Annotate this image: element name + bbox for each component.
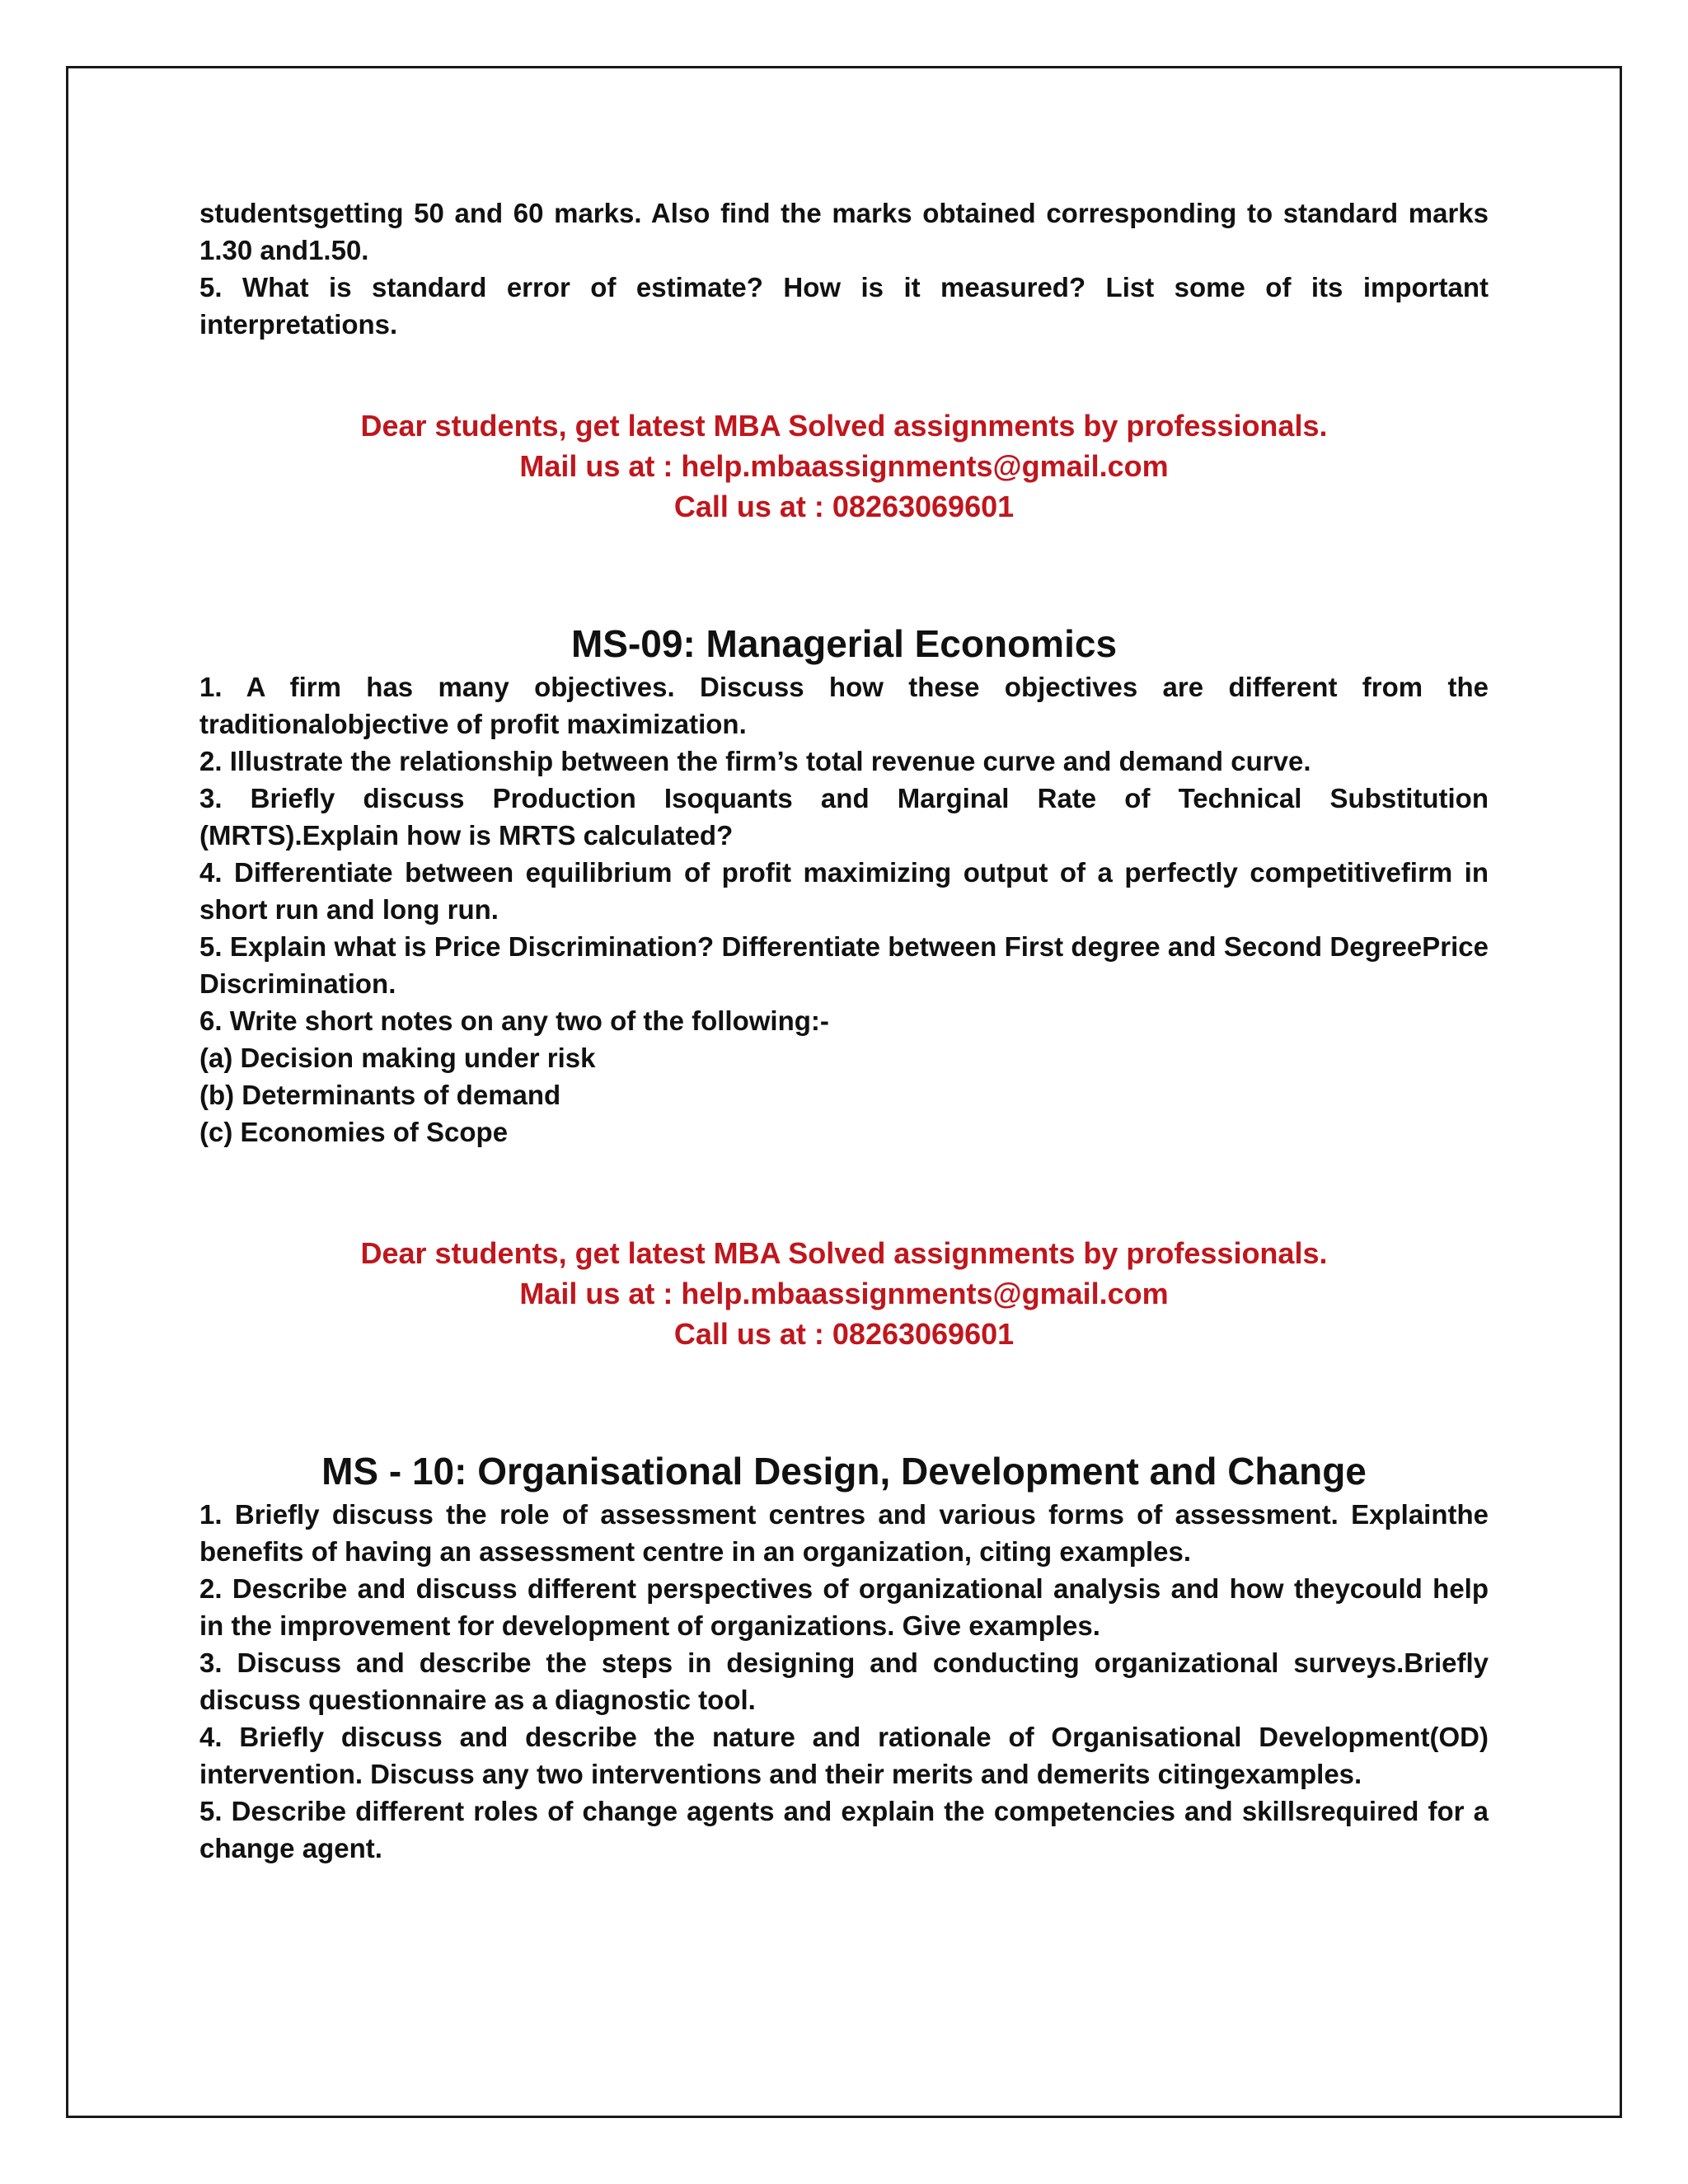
document-content <box>199 194 1489 1867</box>
list-item: (b) Determinants of demand <box>199 1080 561 1110</box>
question-continuation: studentsgetting 50 and 60 marks. Also find the marks obtained corresponding to standard marks 1.30 and1.50. <box>199 198 1489 265</box>
list-item: (c) Economies of Scope <box>199 1117 509 1147</box>
list-item: 1. A firm has many objectives. Discuss how these objectives are different from the traditionalobjective of profit maximization. <box>199 672 1489 739</box>
promo-email: Mail us at : help.mbaassignments@gmail.com <box>519 449 1169 483</box>
list-item: 2. Illustrate the relationship between the firm’s total revenue curve and demand curve. <box>199 746 1311 776</box>
promo-headline: Dear students, get latest MBA Solved assignments by professionals. <box>360 1236 1328 1270</box>
list-item: 5. Describe different roles of change agents and explain the competencies and skillsrequired for a change agent. <box>199 1796 1489 1863</box>
list-item: 1. Briefly discuss the role of assessment centres and various forms of assessment. Explainthe benefits of having an assessment centre in an organization, citing examples. <box>199 1499 1489 1567</box>
section-title-ms10: MS - 10: Organisational Design, Development and Change <box>321 1450 1367 1493</box>
list-item: (a) Decision making under risk <box>199 1043 596 1073</box>
promo-block <box>199 405 1489 527</box>
ms09-question-list <box>199 668 1489 1151</box>
promo-phone: Call us at : 08263069601 <box>673 490 1015 523</box>
list-item: 3. Briefly discuss Production Isoquants and Marginal Rate of Technical Substitution (MRTS).Explain how is MRTS calculated? <box>199 783 1489 851</box>
promo-phone: Call us at : 08263069601 <box>673 1317 1015 1351</box>
list-item: 5. Explain what is Price Discrimination? Differentiate between First degree and Second DegreePrice Discrimination. <box>199 931 1489 999</box>
promo-headline: Dear students, get latest MBA Solved assignments by professionals. <box>360 409 1328 443</box>
section-title-ms09: MS-09: Managerial Economics <box>570 622 1118 665</box>
list-item: 4. Briefly discuss and describe the nature and rationale of Organisational Development(OD) intervention. Discuss any two interventions and their merits and demerits citingexamples. <box>199 1722 1489 1789</box>
promo-email: Mail us at : help.mbaassignments@gmail.com <box>519 1277 1169 1310</box>
ms10-question-list <box>199 1496 1489 1867</box>
list-item: 2. Describe and discuss different perspectives of organizational analysis and how theycould help in the improvement for development of organizations. Give examples. <box>199 1573 1489 1641</box>
question-5-standard-error: 5. What is standard error of estimate? How is it measured? List some of its important interpretations. <box>199 272 1489 340</box>
list-item: 4. Differentiate between equilibrium of profit maximizing output of a perfectly competitivefirm in short run and long run. <box>199 857 1489 925</box>
promo-block <box>199 1233 1489 1354</box>
list-item: 3. Discuss and describe the steps in designing and conducting organizational surveys.Briefly discuss questionnaire as a diagnostic tool. <box>199 1647 1489 1715</box>
list-item: 6. Write short notes on any two of the following:- <box>199 1005 829 1036</box>
